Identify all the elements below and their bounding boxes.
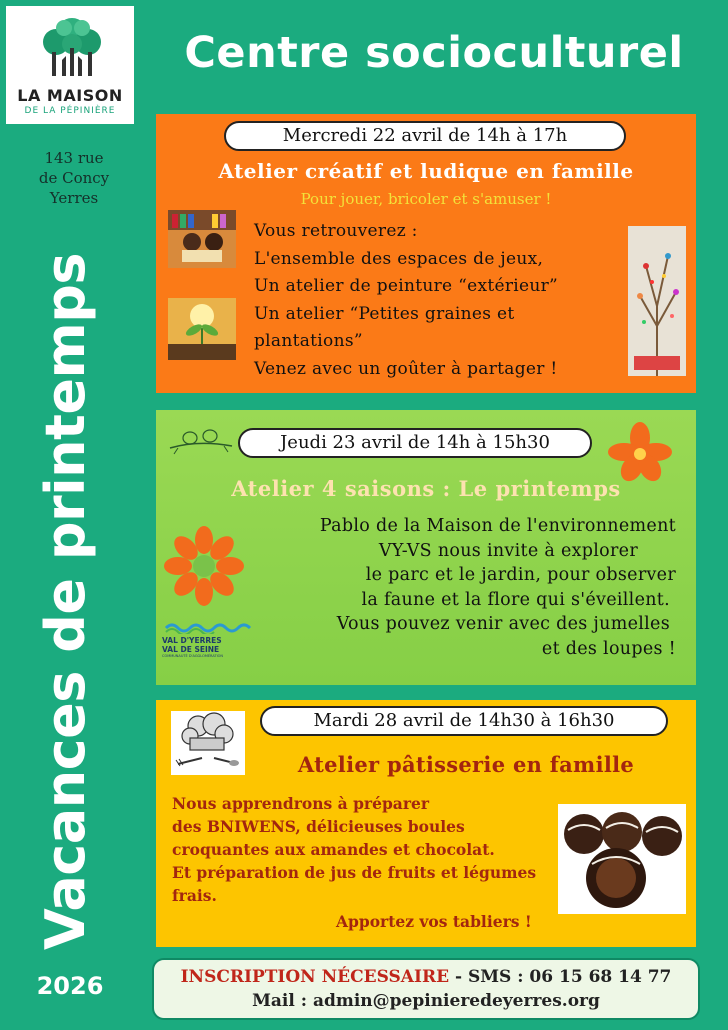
partner-logo <box>162 636 258 658</box>
inscription-label: INSCRIPTION NÉCESSAIRE <box>180 967 450 987</box>
partner-logo-line: VAL DE SEINE <box>162 645 220 654</box>
address-line: Yerres <box>49 189 99 207</box>
chocolate-balls-image <box>558 804 686 914</box>
event-description <box>256 514 676 661</box>
description-line: Et préparation de jus de fruits et légumes <box>172 863 537 882</box>
description-line: Un atelier “Petites graines et <box>254 303 515 324</box>
orange-daisy-icon <box>164 526 244 606</box>
description-line: des BNIWENS, délicieuses boules <box>172 817 465 836</box>
birds-branch-icon <box>168 418 234 458</box>
page-title: Centre socioculturel <box>184 28 684 78</box>
description-line: Nous apprendrons à préparer <box>172 794 430 813</box>
description-line: et des loupes ! <box>541 638 676 659</box>
address <box>14 148 134 208</box>
event-description <box>172 792 536 907</box>
description-line: plantations” <box>254 331 363 351</box>
address-line: 143 rue <box>44 149 104 167</box>
logo-name: LA MAISON <box>17 86 123 105</box>
orange-flower-icon <box>604 420 676 484</box>
event-panel-1 <box>156 114 696 393</box>
description-line: Vous pouvez venir avec des jumelles <box>336 614 670 634</box>
event-title: Atelier pâtisserie en famille <box>297 752 635 777</box>
mail-contact[interactable]: Mail : admin@pepinieredeyerres.org <box>252 991 600 1011</box>
footer-line-1 <box>154 967 698 987</box>
description-line: frais. <box>172 886 217 905</box>
event-title: Atelier 4 saisons : Le printemps <box>231 476 621 501</box>
chef-hat-icon <box>168 708 248 778</box>
event-description <box>254 218 558 383</box>
event-closing: Apportez vos tabliers ! <box>336 912 532 931</box>
painted-branches-image <box>628 226 686 376</box>
seedling-image <box>168 298 236 360</box>
logo-subname: DE LA PÉPINIÈRE <box>24 106 116 116</box>
description-line: VY-VS nous invite à explorer <box>378 540 638 561</box>
footer-contact <box>152 958 700 1020</box>
description-line: L'ensemble des espaces de jeux, <box>254 248 544 269</box>
description-line: Venez avec un goûter à partager ! <box>254 358 558 379</box>
event-panel-2 <box>156 410 696 685</box>
kids-reading-image <box>168 210 236 268</box>
event-title: Atelier créatif et ludique en famille <box>218 159 634 183</box>
description-line: Un atelier de peinture “extérieur” <box>254 276 559 296</box>
description-line: Vous retrouverez : <box>254 221 418 241</box>
event-subtitle: Pour jouer, bricoler et s'amuser ! <box>300 190 552 208</box>
logo <box>6 6 134 124</box>
description-line: Pablo de la Maison de l'environnement <box>319 516 676 536</box>
event-date: Mardi 28 avril de 14h30 à 16h30 <box>260 706 668 736</box>
description-line: le parc et le jardin, pour observer <box>365 565 676 585</box>
sms-contact[interactable]: - SMS : 06 15 68 14 77 <box>449 967 672 987</box>
partner-logo-line: COMMUNAUTÉ D'AGGLOMÉRATION <box>162 654 224 658</box>
val-yerres-logo-waves-icon <box>164 620 254 634</box>
vertical-title: Vacances de printemps <box>34 252 97 950</box>
partner-logo-line: VAL D'YERRES <box>162 636 222 645</box>
event-panel-3 <box>156 700 696 947</box>
address-line: de Concy <box>38 169 110 187</box>
description-line: la faune et la flore qui s'éveillent. <box>361 589 670 610</box>
description-line: croquantes aux amandes et chocolat. <box>172 840 495 859</box>
event-date: Mercredi 22 avril de 14h à 17h <box>224 121 626 151</box>
event-date: Jeudi 23 avril de 14h à 15h30 <box>238 428 592 458</box>
tree-logo-icon <box>36 12 108 84</box>
year: 2026 <box>36 972 104 1000</box>
